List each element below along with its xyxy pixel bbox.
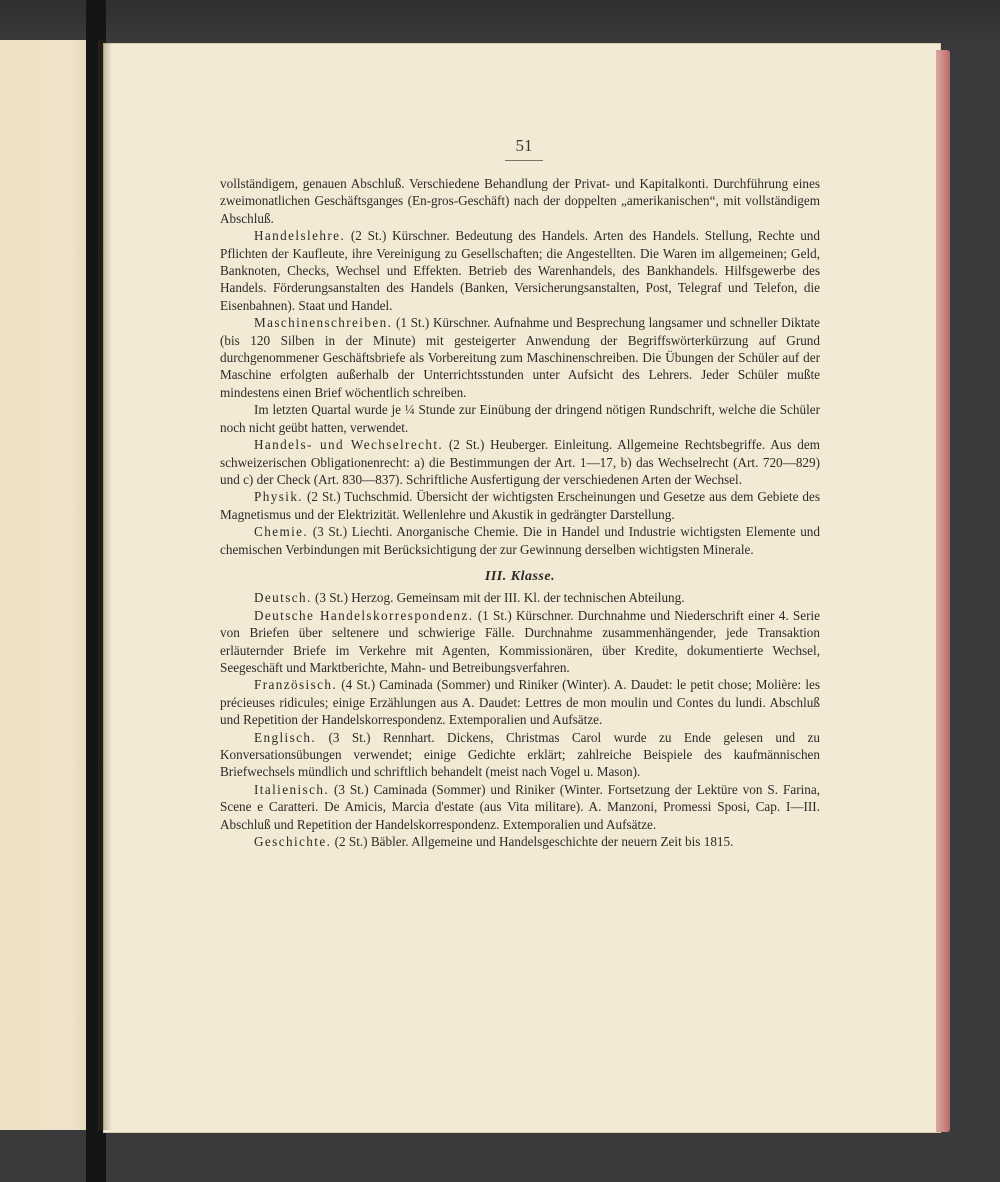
paragraph-text: Im letzten Quartal wurde je ¼ Stunde zur Einübung der dringend nötigen Rundschrift, welche die Schüler noch nicht geübt hatten, verwendet. xyxy=(220,402,820,435)
paragraph-text: (2 St.) Tuchschmid. Übersicht der wichtigsten Erscheinungen und Gesetze aus dem Gebiete des Magnetismus und der Elektrizität. Wellenlehre und Akustik in gedrängter Darstellung. xyxy=(220,489,820,522)
paragraph-head: Chemie. xyxy=(254,524,309,540)
paragraph xyxy=(220,523,820,558)
paragraph-text: (3 St.) Liechti. Anorganische Chemie. Die in Handel und Industrie wichtigsten Elemente und chemischen Verbindungen mit Berücksichtigung der zur Gewinnung derselben wichtigsten Minerale. xyxy=(220,524,820,557)
paragraph xyxy=(220,227,820,314)
paragraphs-before xyxy=(220,175,820,558)
backdrop xyxy=(0,0,1000,46)
paragraph-head: Deutsch. xyxy=(254,590,312,606)
paragraph xyxy=(220,607,820,677)
paragraph-text: (2 St.) Heuberger. Einleitung. Allgemeine Rechtsbegriffe. Aus dem schweizerischen Obligationenrecht: a) die Bestimmungen der Art. 1—17, b) das Wechselrecht (Art. 720—829) und c) der Check (Art. 830—837). Schriftliche Ausfertigung der verschiedenen Arten der Wechsel. xyxy=(220,437,820,487)
paragraph-head: Englisch. xyxy=(254,729,317,745)
paragraph xyxy=(220,401,820,436)
paragraph-text: vollständigem, genauen Abschluß. Verschiedene Behandlung der Privat- und Kapitalkonti. Durchführung eines zweimonatlichen Geschäftsganges (En-gros-Geschäft) nach der doppelten „amerikanischen“, mit vollständigem Abschluß. xyxy=(220,176,820,226)
paragraph xyxy=(220,589,820,606)
paragraph-head: Maschinenschreiben. xyxy=(254,315,393,331)
paragraph-text: (3 St.) Rennhart. Dickens, Christmas Carol wurde zu Ende gelesen und zu Konversationsübungen verwendet; einige Gedichte erklärt; zahlreiche Beispiele des kaufmännischen Briefwechsels mündlich und schriftlich behandelt (meist nach Vogel u. Mason). xyxy=(220,729,820,780)
page-text xyxy=(220,175,820,850)
spine-shadow xyxy=(98,40,112,1130)
paragraph xyxy=(220,314,820,401)
paragraph-text: (2 St.) Bäbler. Allgemeine und Handelsgeschichte der neuern Zeit bis 1815. xyxy=(331,834,734,850)
paragraph-text: (4 St.) Caminada (Sommer) und Riniker (Winter). A. Daudet: le petit chose; Molière: les précieuses ridicules; einige Erzählungen aus A. Daudet: Lettres de mon moulin und Contes du lundi. Abschluß und Repetition der Handelskorrespondenz. Extemporalien und Aufsätze. xyxy=(220,677,820,728)
paragraph xyxy=(220,729,820,781)
paragraph-head: Italienisch. xyxy=(254,781,330,797)
paragraph-text: (1 St.) Kürschner. Aufnahme und Besprechung langsamer und schneller Diktate (bis 120 Silben in der Minute) mit gesteigerter Anwendung der Begriffswörterkürzung auf Grund durchgenommener Geschäftsbriefe als Vorbereitung zum Maschinenschreiben. Die Übungen der Schüler auf der Maschine erfolgten außerhalb der Unterrichtsstunden unter Aufsicht des Lehrers. Jeder Schüler mußte mindestens einen Brief wöchentlich schreiben. xyxy=(220,315,820,400)
paragraph xyxy=(220,175,820,227)
paragraph-text: (1 St.) Kürschner. Durchnahme und Niederschrift einer 4. Serie von Briefen über seltenere und schwierige Fälle. Durchnahme zusammenhängender, jede Transaktion erläuternder Briefe im Verkehre mit Agenten, Kommissionären, über Kredite, dokumentierte Wechsel, Seegeschäft und Marktberichte, Mahn- und Betreibungsverfahren. xyxy=(220,607,820,675)
paragraph-head: Deutsche Handelskorrespondenz. xyxy=(254,607,474,623)
paragraph xyxy=(220,833,820,850)
paragraph-text: (3 St.) Herzog. Gemeinsam mit der III. Kl. der technischen Abteilung. xyxy=(311,590,685,606)
paragraph-head: Französisch. xyxy=(254,677,338,693)
paragraph-head: Handelslehre. xyxy=(254,228,346,244)
paragraph xyxy=(220,488,820,523)
paragraph-head: Geschichte. xyxy=(254,834,332,850)
paragraph-text: (2 St.) Kürschner. Bedeutung des Handels. Arten des Handels. Stellung, Rechte und Pflichten der Kaufleute, ihre Vereinigung zu Gesellschaften; die Angestellten. Die Waren im allgemeinen; Geld, Banknoten, Checks, Wechsel und Effekten. Betrieb des Warenhandels, des Bankhandels. Hilfsgewerbe des Handels. Förderungsanstalten des Handels (Banken, Versicherungsanstalten, Post, Telegraf und Telefon, die Eisenbahnen). Staat und Handel. xyxy=(220,228,820,313)
paragraph-head: Handels- und Wechselrecht. xyxy=(254,437,444,453)
page-edge xyxy=(936,50,950,1132)
paragraphs-after xyxy=(220,589,820,850)
paragraph-text: (3 St.) Caminada (Sommer) und Riniker (Winter. Fortsetzung der Lektüre von S. Farina, Scene e Caratteri. De Amicis, Marcia d'estate (aus Vita militare). A. Manzoni, Promessi Sposi, Cap. I—III. Abschluß und Repetition der Handelskorrespondenz. Extemporalien und Aufsätze. xyxy=(220,781,820,832)
paragraph-head: Physik. xyxy=(254,489,304,505)
paragraph xyxy=(220,676,820,728)
page-number: 51 xyxy=(505,136,543,161)
paragraph xyxy=(220,781,820,833)
section-heading: III. Klasse. xyxy=(484,568,556,584)
paragraph xyxy=(220,436,820,488)
